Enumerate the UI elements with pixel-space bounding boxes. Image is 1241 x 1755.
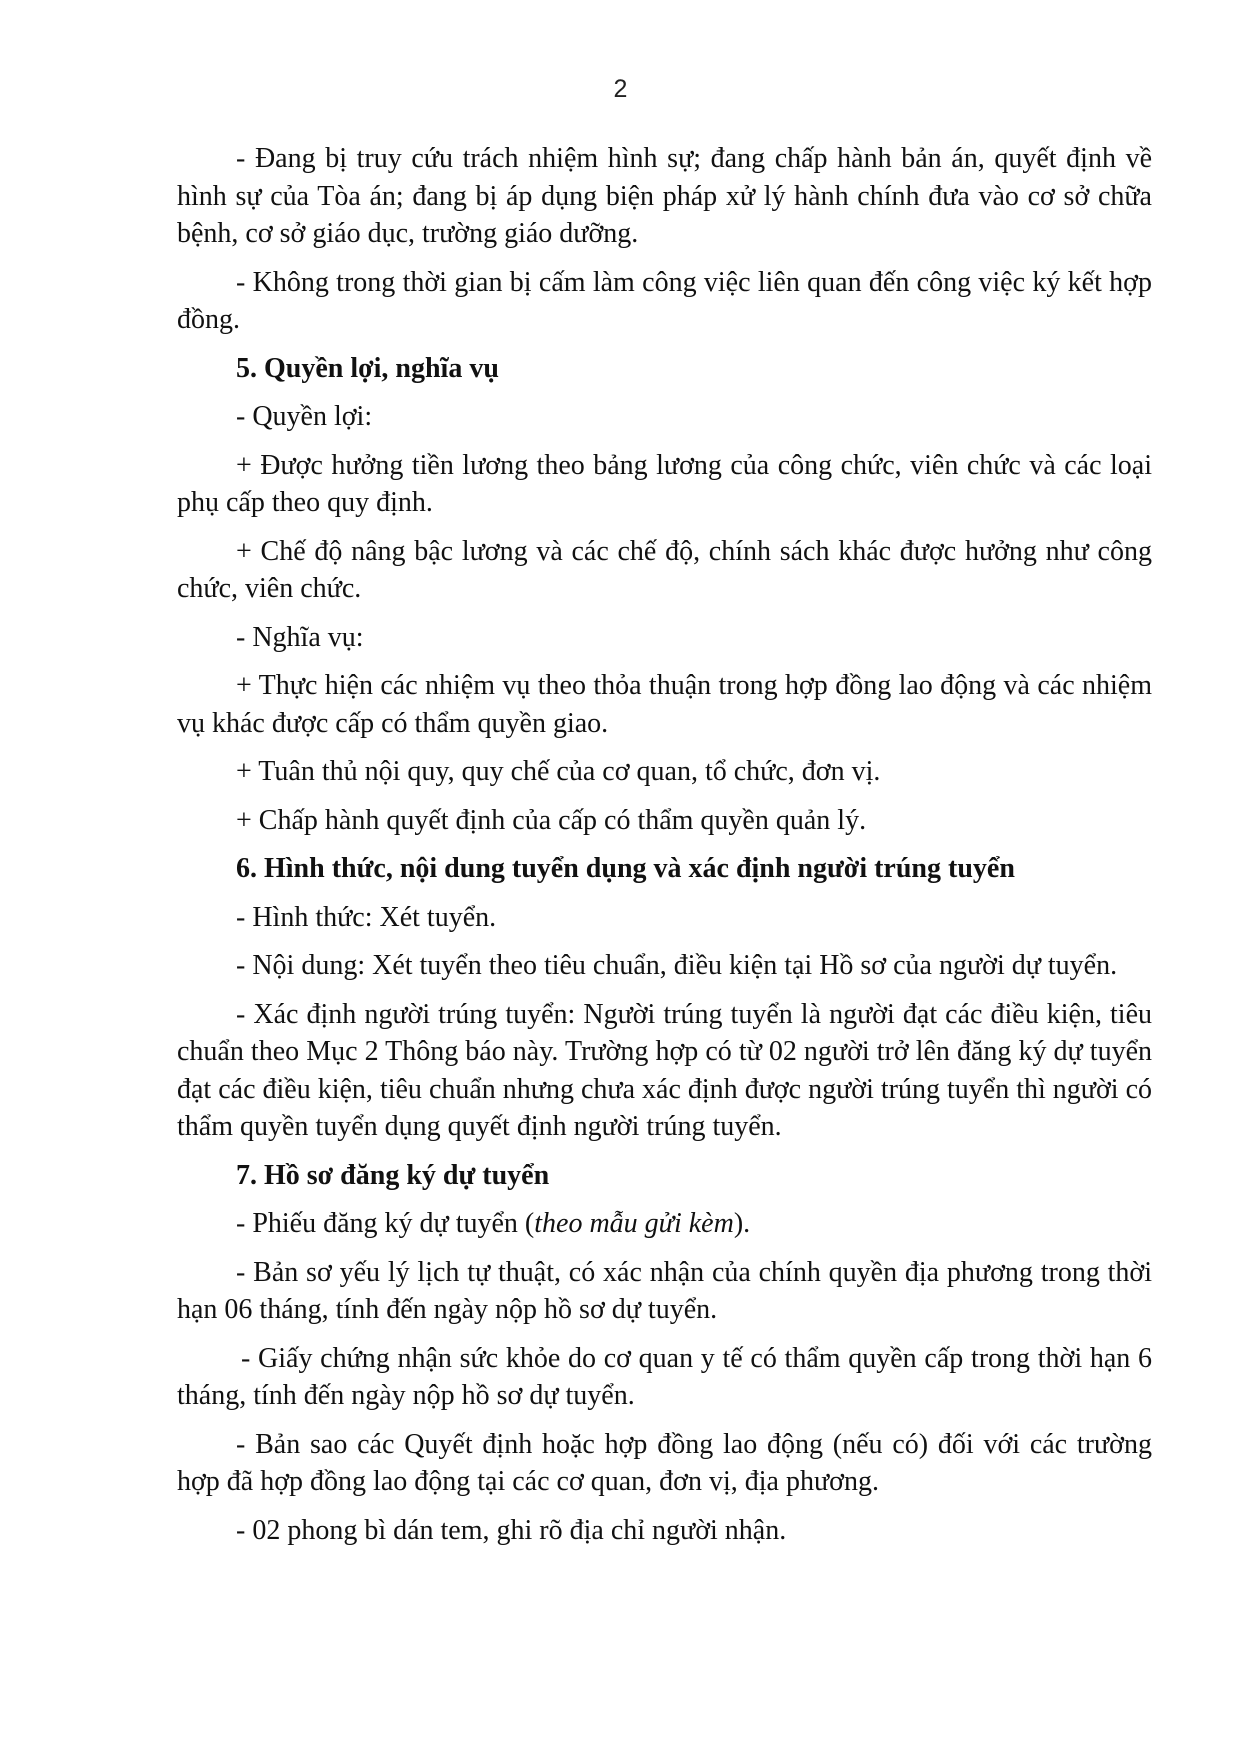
paragraph-determine-winner: - Xác định người trúng tuyển: Người trúng tuyển là người đạt các điều kiện, tiêu chuẩn theo Mục 2 Thông báo này. Trường hợp có từ 02 người trở lên đăng ký dự tuyển đạt các điều kiện, tiêu chuẩn nhưng chưa xác định được người trúng tuyển thì người có thẩm quyền tuyển dụng quyết định người trúng tuyển. <box>177 998 1152 1142</box>
registration-form-note: theo mẫu gửi kèm <box>534 1208 734 1239</box>
paragraph-form: - Hình thức: Xét tuyển. <box>236 901 497 933</box>
paragraph-contract-copies: - Bản sao các Quyết định hoặc hợp đồng lao động (nếu có) đối với các trường hợp đã hợp đồng lao động tại các cơ quan, đơn vị, địa phương. <box>177 1428 1152 1497</box>
paragraph-obey-decisions: + Chấp hành quyết định của cấp có thẩm quyền quản lý. <box>236 804 867 836</box>
paragraph-envelopes: - 02 phong bì dán tem, ghi rõ địa chỉ người nhận. <box>236 1514 787 1546</box>
paragraph-criminal-liability: - Đang bị truy cứu trách nhiệm hình sự; đang chấp hành bản án, quyết định về hình sự của Tòa án; đang bị áp dụng biện pháp xử lý hành chính đưa vào cơ sở chữa bệnh, cơ sở giáo dục, trường giáo dưỡng. <box>177 143 1152 249</box>
section-heading-rights-obligations: 5. Quyền lợi, nghĩa vụ <box>236 352 499 384</box>
paragraph-no-ban: - Không trong thời gian bị cấm làm công việc liên quan đến công việc ký kết hợp đồng. <box>177 266 1152 335</box>
section-heading-application-dossier: 7. Hồ sơ đăng ký dự tuyển <box>236 1159 550 1191</box>
registration-form-end: ). <box>733 1208 751 1239</box>
document-body <box>177 140 1152 1560</box>
paragraph-resume: - Bản sơ yếu lý lịch tự thuật, có xác nhận của chính quyền địa phương trong thời hạn 06 tháng, tính đến ngày nộp hồ sơ dự tuyển. <box>177 1256 1152 1325</box>
section-heading-recruitment-form: 6. Hình thức, nội dung tuyển dụng và xác định người trúng tuyển <box>236 853 1015 884</box>
paragraph-salary: + Được hưởng tiền lương theo bảng lương của công chức, viên chức và các loại phụ cấp theo quy định. <box>177 449 1152 518</box>
paragraph-rights-label: - Quyền lợi: <box>236 401 373 432</box>
paragraph-health-certificate: - Giấy chứng nhận sức khỏe do cơ quan y tế có thẩm quyền cấp trong thời hạn 6 tháng, tính đến ngày nộp hồ sơ dự tuyển. <box>177 1342 1152 1411</box>
paragraph-promotion: + Chế độ nâng bậc lương và các chế độ, chính sách khác được hưởng như công chức, viên chức. <box>177 535 1152 604</box>
paragraph-perform-duties: + Thực hiện các nhiệm vụ theo thỏa thuận trong hợp đồng lao động và các nhiệm vụ khác được cấp có thẩm quyền giao. <box>177 670 1152 739</box>
page-number: 2 <box>613 75 628 103</box>
paragraph-obligations-label: - Nghĩa vụ: <box>236 621 364 653</box>
registration-form-text: - Phiếu đăng ký dự tuyển ( <box>236 1208 535 1239</box>
paragraph-content: - Nội dung: Xét tuyển theo tiêu chuẩn, điều kiện tại Hồ sơ của người dự tuyển. <box>236 950 1118 981</box>
paragraph-comply-rules: + Tuân thủ nội quy, quy chế của cơ quan, tổ chức, đơn vị. <box>236 756 881 787</box>
paragraph-registration-form <box>177 1205 1152 1243</box>
